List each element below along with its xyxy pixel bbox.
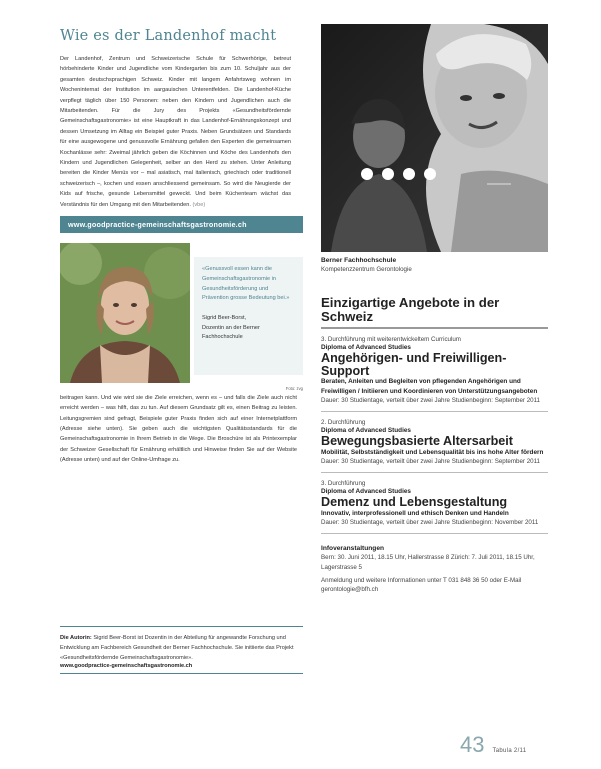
author-box xyxy=(60,626,303,674)
box-title: Wie es der Landenhof macht xyxy=(60,28,277,44)
portrait-photo xyxy=(60,243,190,383)
quote-author-name: Sigrid Beer-Borst, xyxy=(202,315,247,322)
box-body-text: Der Landenhof, Zentrum und Schweizerische Schule für Schwerhörige, betreut hörbehinderte Kinder und Jugendliche vom Kindergarten bis zum 10. Schuljahr aus der gesamten deutschsprachigen Schweiz. Kinder mit langem Anfahrtsweg wohnen im Wocheninternat der Institution im aargauischen Unterentfelden. Die Landenhof-Küche verpflegt täglich über 150 Personen: neben den Kindern und Jugendlichen auch die Mitarbeitenden. Für die Jury des Projekts «Gesundheitsfördernde Gemeinschaftsgastronomie» ist eine Hauptkraft in das Landenhof-Ernährungskonzept und dessen Umsetzung im Alltag ein Beispiel guter Praxis. Neben Grundsätzen und Standards für eine ausgewogene und genussvolle Ernährung gefallen den Experten die gemeinsamen Kochanlässe sehr: Zweimal jährlich geben die Köchinnen und Köche des Landenhofs den Kindern und Jugendlichen Gelegenheit, selber an den Herd zu stehen. Unter Anleitung bereiten die Kinder Menüs vor – mal asiatisch, mal italienisch, griechisch oder traditionell schweizerisch –, kochen und essen anschliessend gemeinsam. So wird die Neugierde der Kids auf frische, gesunde Lebensmittel geweckt. Und beim Küchenteam wächst das Verständnis für den Umgang mit den Mitarbeitenden. xyxy=(60,56,291,208)
course-edition: 2. Durchführung xyxy=(321,419,366,427)
author-note xyxy=(60,633,303,663)
course-description: Mobilität, Selbstständigkeit und Lebensqualität bis ins hohe Alter fördern xyxy=(321,448,544,456)
course-divider xyxy=(321,533,548,534)
portrait-photo-illustration xyxy=(60,243,190,383)
institution-name: Berner Fachhochschule xyxy=(321,257,397,264)
course-divider xyxy=(321,472,548,473)
course-type: Diploma of Advanced Studies xyxy=(321,427,411,435)
portrait-block xyxy=(60,243,303,391)
contact-info: Anmeldung und weitere Informationen unter T 031 848 36 50 oder E-Mail gerontologie@bfh.ch xyxy=(321,577,522,594)
continuation-text: beitragen kann. Und wie wird sie die Ziele erreichen, wenn es – und falls die Ziele auch nicht erreicht werden – was hilft, das zu tun. Auf diesem Grundsatz gilt es, einen Beitrag zu leisten. Leitungsgremien sind gefragt, Beispiele guter Praxis finden sich auf einer Internetplattform (Adresse siehe unten). Sie geben auch die wichtigsten Qualitätsstandards für die Gemeinschaftsgastronomie in Ihrem Betrieb in die Wege. Die Broschüre ist als Printexemplar der Schweizer Gesellschaft für Ernährung erhältlich und Hinweise finden Sie auf der Website (Adresse unten) und auf der Online-Umfrage zu. xyxy=(60,395,297,463)
dot-icon xyxy=(382,168,394,180)
ad-heading: Einzigartige Angebote in der Schweiz xyxy=(321,295,500,324)
course-type: Diploma of Advanced Studies xyxy=(321,344,411,352)
quote-author-role: Dozentin an der Berner Fachhochschule xyxy=(202,324,260,341)
quote-author xyxy=(202,314,295,342)
info-heading: Infoveranstaltungen xyxy=(321,545,385,553)
right-column-ad xyxy=(321,256,548,595)
box-url-link[interactable]: www.goodpractice-gemeinschaftsgastronomie.ch xyxy=(60,216,303,233)
course-title: Demenz und Lebensgestaltung xyxy=(321,495,508,510)
course-meta: Dauer: 30 Studientage, verteilt über zwei Jahre Studienbeginn: September 2011 xyxy=(321,458,540,466)
dot-icon xyxy=(403,168,415,180)
course-edition: 3. Durchführung mit weiterentwickeltem Curriculum xyxy=(321,336,461,344)
info-events: Bern: 30. Juni 2011, 18.15 Uhr, Hallerstrasse 8 Zürich: 7. Juli 2011, 18.15 Uhr, Lagerstrasse 5 xyxy=(321,554,535,571)
header-photo-illustration xyxy=(321,24,548,252)
course-meta: Dauer: 30 Studientage, verteilt über zwei Jahre Studienbeginn: November 2011 xyxy=(321,519,539,527)
course-meta: Dauer: 30 Studientage, verteilt über zwei Jahre Studienbeginn: September 2011 xyxy=(321,397,540,405)
course-title: Bewegungsbasierte Altersarbeit xyxy=(321,434,513,449)
course-description: Innovativ, interprofessionell und ethisch Denken und Handeln xyxy=(321,509,509,517)
dot-icon xyxy=(361,168,373,180)
box-body xyxy=(60,54,303,210)
author-text: Sigrid Beer-Borst ist Dozentin in der Abteilung für angewandte Forschung und Entwicklung am Fachbereich Gesundheit der Berner Fachhochschule. Sie initiierte das Projekt «Gesundheitsfördernde Gemeinschaftsgastronomie». xyxy=(60,635,294,661)
author-url-link[interactable]: www.goodpractice-gemeinschaftsgastronomie.ch xyxy=(60,663,193,669)
pull-quote: «Genussvoll essen kann die Gemeinschaftsgastronomie in Gesundheitsförderung und Prävention grosse Bedeutung bei.» xyxy=(202,266,290,302)
author-label: Die Autorin: xyxy=(60,635,92,641)
decorative-dots xyxy=(361,168,436,180)
course-block xyxy=(321,335,548,405)
heading-divider xyxy=(321,327,548,329)
course-divider xyxy=(321,411,548,412)
header-photo xyxy=(321,24,548,252)
photo-credit: Foto: zvg xyxy=(285,386,303,392)
box-tag: (vbe) xyxy=(192,201,206,208)
page-footer xyxy=(460,734,526,756)
course-type: Diploma of Advanced Studies xyxy=(321,488,411,496)
left-column xyxy=(60,28,303,465)
quote-box xyxy=(194,257,303,375)
course-block xyxy=(321,479,548,527)
dot-icon xyxy=(424,168,436,180)
course-description: Beraten, Anleiten und Begleiten von pflegenden Angehörigen und Freiwilligen / Initiieren und Koordinieren von Unterstützungsangeboten xyxy=(321,378,538,395)
course-title: Angehörigen- und Freiwilligen-Support xyxy=(321,351,507,378)
course-block xyxy=(321,418,548,466)
issue-label: Tabula 2/11 xyxy=(492,748,527,754)
institution-sub: Kompetenzzentrum Gerontologie xyxy=(321,266,412,273)
course-edition: 3. Durchführung xyxy=(321,480,366,488)
page-number: 43 xyxy=(460,732,485,757)
